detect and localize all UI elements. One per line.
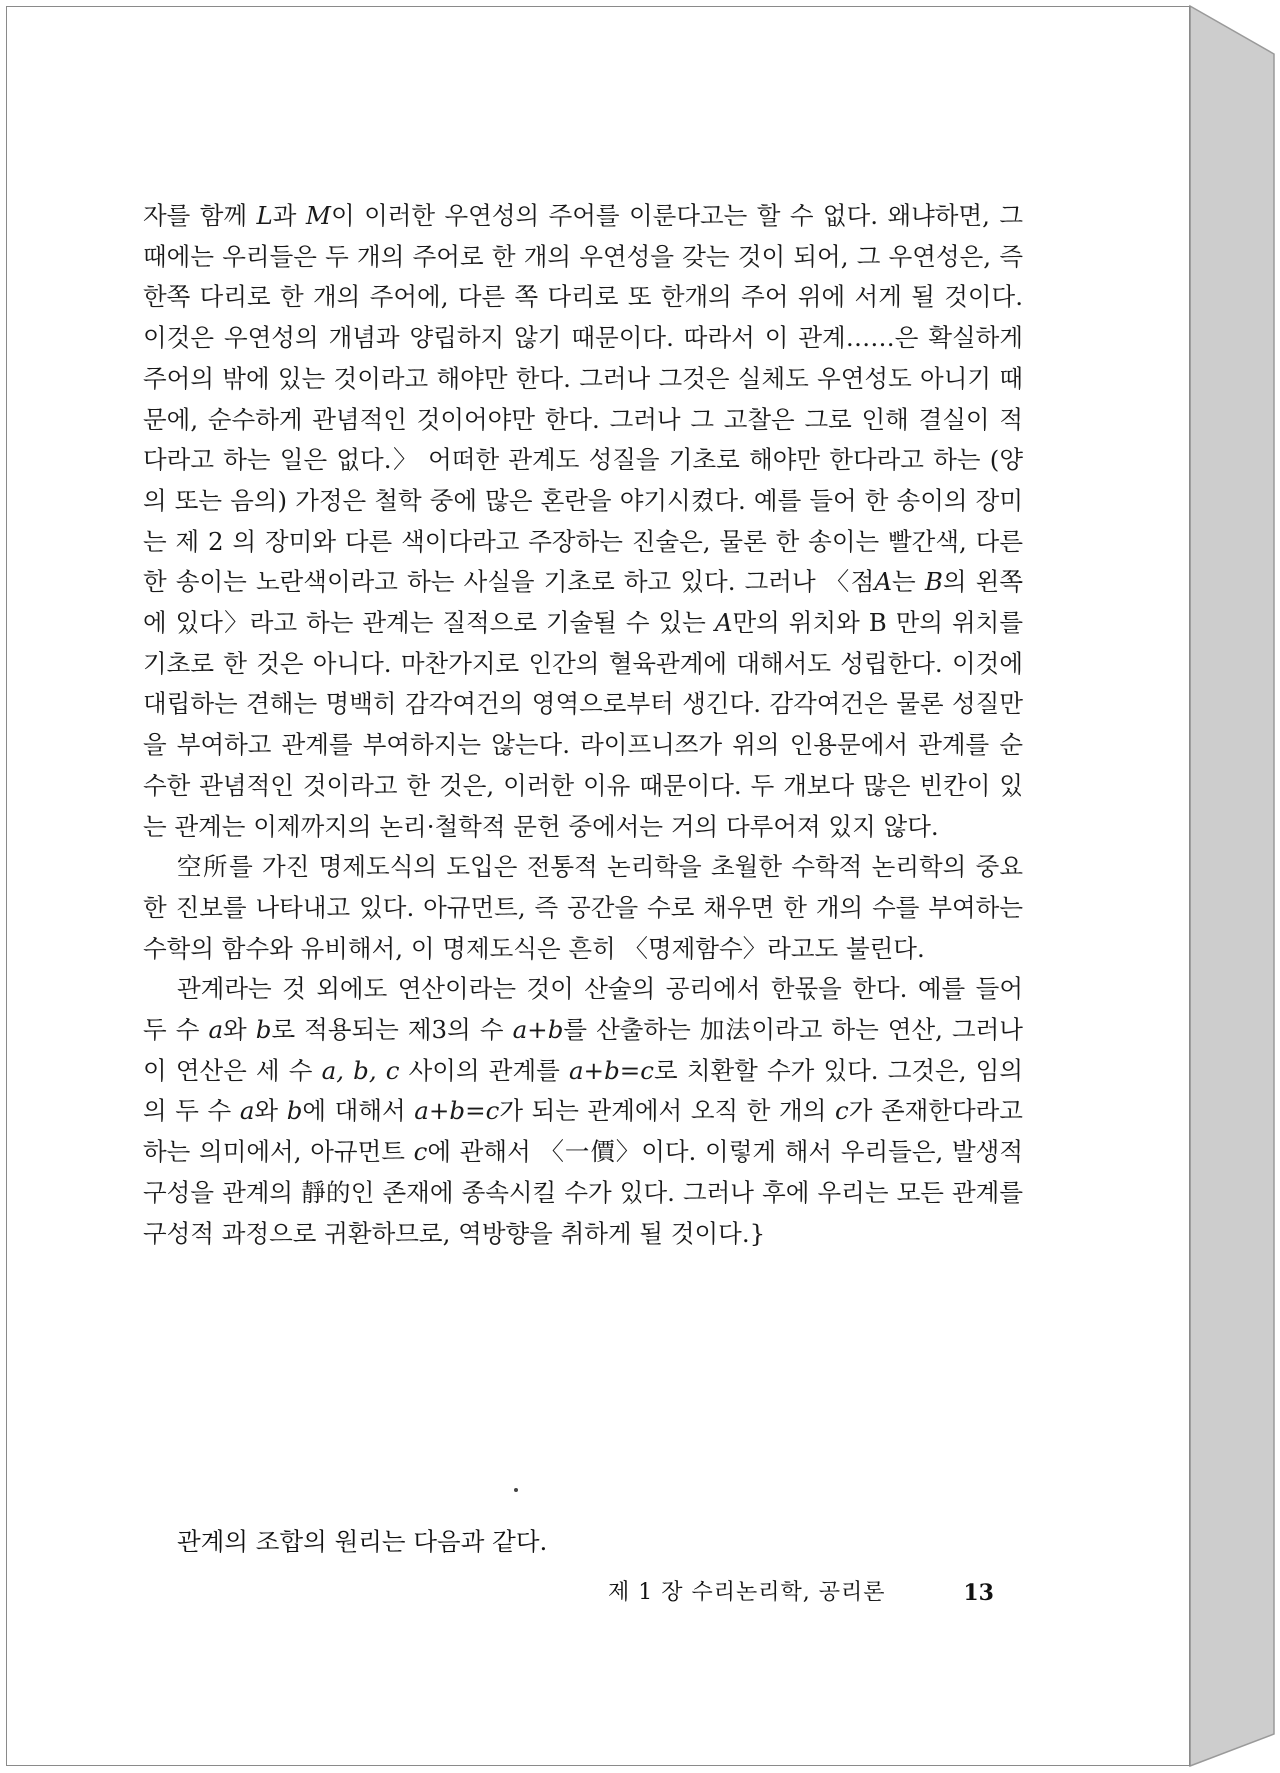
text-run: 의 왼쪽에 있다〉라고 하는 관계는 질적으로 기술될 수 있는: [143, 567, 1024, 638]
text-run: 는: [892, 567, 925, 597]
text-run: 이 이러한 우연성의 주어를 이룬다고는 할 수 없다. 왜냐하면, 그때에는 우리들은 두 개의 주어로 한 개의 우연성을 갖는 것이 되어, 그 우연성은, 즉 한쪽 다리로 한 개의 주어에, 다른 쪽 다리로 또 한개의 주어 위에 서게 될 것이다. 이것은 우연성의 개념과 양립하지 않기 때문이다. 따라서 이 관계……은 확실하게 주어의 밖에 있는 것이라고 해야만 한다. 그러나 그것은 실체도 우연성도 아니기 때문에, 순수하게 관념적인 것이어야만 한다. 그러나 그 고찰은 그로 인해 결실이 적다라고 하는 일은 없다.〉 어떠한 관계도 성질을 기초로 해야만 한다라고 하는 (양의 또는 음의) 가정은 철학 중에 많은 혼란을 야기시켰다. 예를 들어 한 송이의 장미는 제 2 의 장미와 다른 색이다라고 주장하는 진술은, 물론 한 송이는 빨간색, 다른 한 송이는 노란색이라고 하는 사실을 기초로 하고 있다. 그러나 〈점: [143, 201, 1023, 597]
text-run: 가 되는 관계에서 오직 한 개의: [499, 1096, 835, 1126]
text-run: 만의 위치와 B 만의 위치를 기초로 한 것은 아니다. 마찬가지로 인간의 혈육관계에 대해서도 성립한다. 이것에 대립하는 견해는 명백히 감각여건의 영역으로부터 생긴다. 감각여건은 물론 성질만을 부여하고 관계를 부여하지는 않는다. 라이프니쯔가 위의 인용문에서 관계를 순수한 관념적인 것이라고 한 것은, 이러한 이유 때문이다. 두 개보다 많은 빈칸이 있는 관계는 이제까지의 논리·철학적 문헌 중에서는 거의 다루어져 있지 않다.: [143, 608, 1024, 841]
math-variable: a: [208, 1015, 224, 1045]
chapter-title: 제 1 장 수리논리학, 공리론: [608, 1580, 886, 1605]
paragraph-2: 空所를 가진 명제도식의 도입은 전통적 논리학을 초월한 수학적 논리학의 중요한 진보를 나타내고 있다. 아규먼트, 즉 공간을 수로 채우면 한 개의 수를 부여하는 수학의 함수와 유비해서, 이 명제도식은 흔히 〈명제함수〉라고도 불린다.: [143, 852, 1023, 963]
math-variable: b: [255, 1015, 272, 1045]
math-expression: a+b=c: [568, 1055, 655, 1085]
math-variable: c: [834, 1096, 849, 1126]
paragraph-3: [143, 969, 1023, 1254]
text-run: 사이의 관계를: [399, 1055, 569, 1085]
page-number: 13: [963, 1580, 994, 1606]
text-run: 가 존재한다라고 하는 의미에서, 아규먼트: [143, 1096, 1023, 1167]
math-variable: a: [239, 1096, 255, 1126]
text-run: 로 치환할 수가 있다. 그것은, 임의의 두 수: [143, 1055, 1023, 1126]
page-footer: [608, 1575, 994, 1611]
section-lead: 관계의 조합의 원리는 다음과 같다.: [177, 1527, 548, 1556]
math-variable: L: [256, 201, 273, 230]
text-run: 와: [254, 1096, 287, 1126]
math-variable: A: [714, 608, 733, 638]
text-run: 에 대해서: [302, 1096, 415, 1126]
math-variable: M: [305, 201, 331, 230]
text-run: 와: [223, 1015, 256, 1045]
body-text: [143, 196, 1023, 1254]
math-variable: B: [924, 567, 943, 597]
text-run: 를 산출하는 加法이라고 하는 연산, 그러나 이 연산은 세 수: [143, 1015, 1023, 1085]
text-run: 과: [272, 201, 306, 230]
math-expression: a+b=c: [414, 1096, 500, 1126]
math-variable: A: [874, 567, 893, 597]
text-run: 관계라는 것 외에도 연산이라는 것이 산술의 공리에서 한몫을 한다. 예를 들어 두 수: [143, 974, 1023, 1045]
dot-mark: [514, 1488, 518, 1492]
text-run: 자를 함께: [143, 201, 257, 230]
math-variable: c: [413, 1137, 428, 1167]
paragraph-1: [143, 196, 1023, 847]
math-expression: a, b, c: [321, 1055, 400, 1085]
math-variable: b: [286, 1096, 303, 1126]
text-run: 로 적용되는 제3의 수: [271, 1015, 513, 1045]
math-expression: a+b: [512, 1015, 564, 1045]
text-run: 에 관해서 〈一價〉이다. 이렇게 해서 우리들은, 발생적 구성을 관계의 靜的인 존재에 종속시킬 수가 있다. 그러나 후에 우리는 모든 관계를 구성적 과정으로 귀환하므로, 역방향을 취하게 될 것이다.}: [143, 1137, 1023, 1248]
